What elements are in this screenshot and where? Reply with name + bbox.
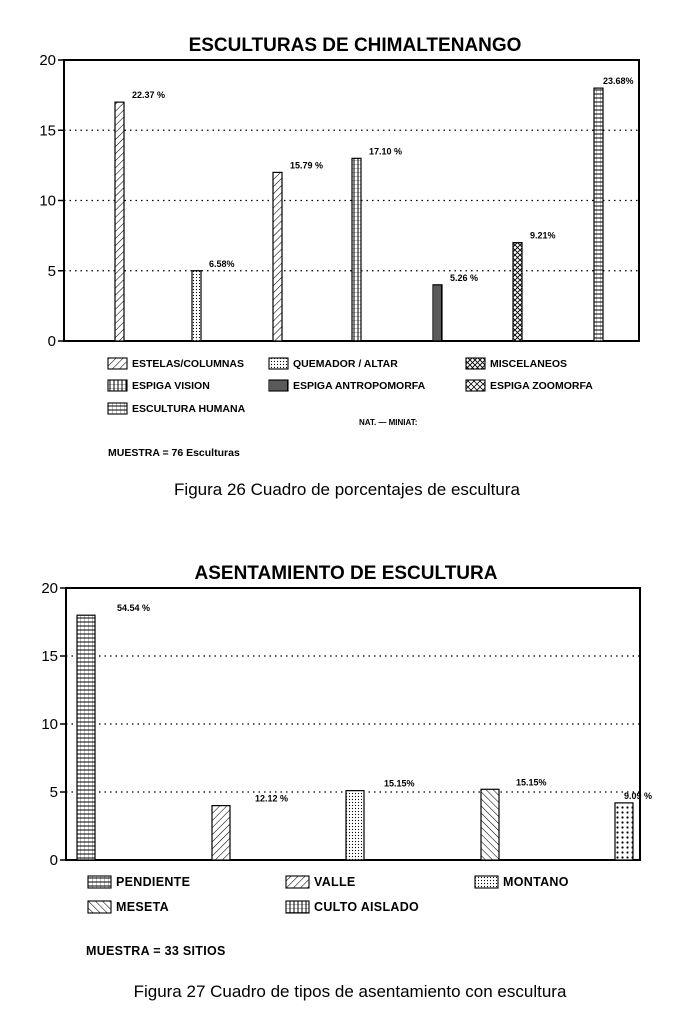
chart-2-legend-swatch xyxy=(286,901,309,913)
chart-2-legend-swatch xyxy=(475,876,498,888)
chart-1 xyxy=(39,35,639,499)
chart-2-bars xyxy=(77,603,652,860)
chart-1-bar-label: 5.26 % xyxy=(450,272,479,283)
chart-2-gridlines xyxy=(66,656,640,792)
chart-1-y-tick-label: 0 xyxy=(47,333,56,350)
chart-1-y-tick-label: 20 xyxy=(39,52,56,69)
chart-2-legend-label: CULTO AISLADO xyxy=(314,900,420,914)
chart-1-y-tick-label: 15 xyxy=(39,122,56,140)
chart-2-bar xyxy=(77,615,95,860)
chart-1-legend-label: ESTELAS/COLUMNAS xyxy=(132,358,245,370)
chart-1-legend-swatch xyxy=(269,380,288,391)
chart-1-legend-label: ESCULTURA HUMANA xyxy=(132,403,246,415)
chart-2-caption: Figura 27 Cuadro de tipos de asentamiento con escultura xyxy=(133,982,567,1001)
chart-2-legend xyxy=(88,875,569,914)
chart-1-legend xyxy=(108,358,593,415)
chart-1-sample: MUESTRA = 76 Esculturas xyxy=(108,447,240,459)
chart-1-y-tick-label: 5 xyxy=(47,262,56,280)
chart-2-legend-label: PENDIENTE xyxy=(116,875,191,889)
chart-2-y-tick-label: 10 xyxy=(41,716,58,733)
chart-1-bar xyxy=(273,172,282,341)
chart-1-bar-label: 9.21% xyxy=(530,230,556,241)
chart-1-legend-swatch xyxy=(108,380,127,391)
chart-2-y-axis xyxy=(41,580,66,869)
chart-2 xyxy=(41,563,652,1001)
chart-2-bar xyxy=(615,803,633,860)
chart-1-legend-label: QUEMADOR / ALTAR xyxy=(293,358,398,370)
chart-1-bar xyxy=(594,88,603,341)
chart-1-bar xyxy=(115,102,124,341)
chart-1-bar-label: 23.68% xyxy=(603,76,634,87)
chart-1-bar xyxy=(192,271,201,341)
chart-2-title: ASENTAMIENTO DE ESCULTURA xyxy=(194,563,498,584)
chart-1-legend-swatch xyxy=(269,358,288,369)
chart-2-bar-label: 15.15% xyxy=(516,777,547,788)
chart-2-y-tick-label: 0 xyxy=(49,852,58,869)
chart-2-bar xyxy=(212,806,230,860)
chart-2-sample: MUESTRA = 33 SITIOS xyxy=(86,944,226,958)
chart-1-bar xyxy=(513,243,522,341)
chart-1-title: ESCULTURAS DE CHIMALTENANGO xyxy=(188,35,522,56)
chart-2-legend-label: MONTANO xyxy=(503,875,569,889)
chart-2-y-tick-label: 5 xyxy=(49,784,58,801)
chart-2-legend-swatch xyxy=(286,876,309,888)
chart-1-caption: Figura 26 Cuadro de porcentajes de escultura xyxy=(174,480,520,499)
chart-2-y-tick-label: 15 xyxy=(41,648,58,665)
chart-2-bar-label: 54.54 % xyxy=(117,603,151,614)
chart-1-y-tick-label: 10 xyxy=(39,192,56,210)
chart-1-bar-label: 15.79 % xyxy=(290,160,324,171)
chart-1-legend-swatch xyxy=(466,358,485,369)
chart-2-bar-label: 9.09 % xyxy=(624,790,653,801)
chart-1-bar-label: 6.58% xyxy=(209,258,235,269)
chart-2-y-tick-label: 20 xyxy=(41,580,58,597)
chart-2-bar xyxy=(481,789,499,860)
chart-2-bar xyxy=(346,791,364,860)
chart-2-legend-swatch xyxy=(88,876,111,888)
chart-1-bar-label: 17.10 % xyxy=(369,146,403,157)
chart-2-legend-swatch xyxy=(88,901,111,913)
chart-1-legend-note: NAT. — MINIAT: xyxy=(359,418,418,427)
chart-1-legend-label: ESPIGA ANTROPOMORFA xyxy=(293,380,426,392)
chart-1-legend-label: ESPIGA ZOOMORFA xyxy=(490,380,593,392)
chart-1-legend-swatch xyxy=(466,380,485,391)
chart-1-bar xyxy=(433,285,442,341)
chart-1-bar-label: 22.37 % xyxy=(132,90,166,101)
chart-1-legend-label: ESPIGA VISION xyxy=(132,380,210,392)
chart-2-bar-label: 12.12 % xyxy=(255,793,289,804)
chart-1-bars xyxy=(115,76,634,341)
chart-1-y-axis xyxy=(39,52,64,350)
chart-2-legend-label: VALLE xyxy=(314,875,356,889)
chart-1-bar xyxy=(352,158,361,341)
chart-2-legend-label: MESETA xyxy=(116,900,169,914)
chart-1-legend-label: MISCELANEOS xyxy=(490,358,568,370)
chart-1-legend-swatch xyxy=(108,358,127,369)
chart-2-bar-label: 15.15% xyxy=(384,778,415,789)
chart-1-legend-swatch xyxy=(108,403,127,414)
